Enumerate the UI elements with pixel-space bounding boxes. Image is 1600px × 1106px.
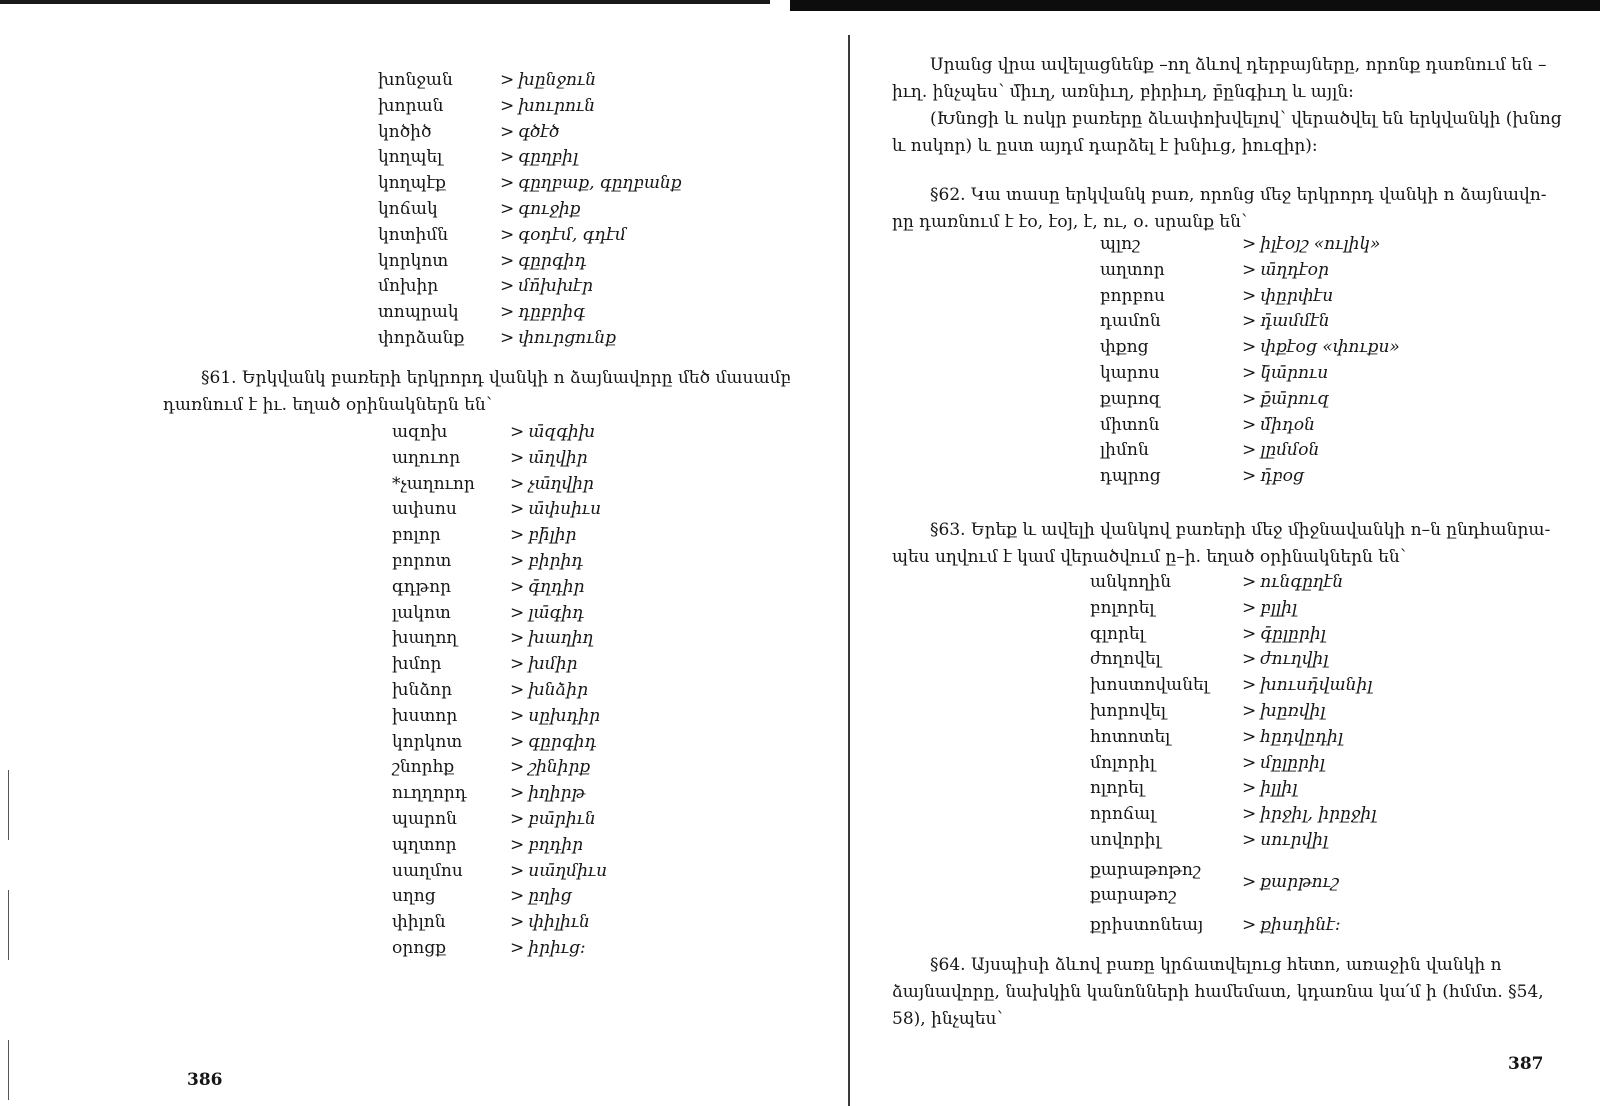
entry-dialect-form: > ունգըղէն xyxy=(1242,572,1344,592)
arrow-glyph: > xyxy=(510,679,525,700)
entry-source-word: կորկոտ xyxy=(392,731,463,752)
arrow-glyph: > xyxy=(510,731,525,752)
arrow-glyph: > xyxy=(510,808,525,829)
last-entry-target: > քիսդինէ: xyxy=(1242,915,1341,935)
entry-source-word: պլոշ xyxy=(1100,234,1141,254)
arrow-glyph: > xyxy=(1242,414,1257,435)
entry-dialect-form: > գըրգիդ xyxy=(510,731,597,752)
entry-source-word: *չաղուոր xyxy=(392,473,475,494)
section-63-paragraph xyxy=(892,517,1582,571)
entry-dialect-form: > ըղից xyxy=(510,886,572,907)
entry-source-word: մոլորիլ xyxy=(1090,752,1156,773)
arrow-glyph: > xyxy=(1242,337,1257,358)
arrow-glyph: > xyxy=(500,250,515,271)
arrow-glyph: > xyxy=(510,499,525,520)
entry-dialect-form: > ա̄փսիւս xyxy=(510,499,602,520)
arrow-glyph: > xyxy=(500,276,515,297)
entry-dialect-form: > խաղիղ xyxy=(510,628,594,649)
entry-source-word: խոստովանել xyxy=(1090,675,1209,696)
entry-dialect-form: > իլլիլ xyxy=(1242,778,1298,799)
arrow-glyph: > xyxy=(1242,829,1257,850)
arrow-glyph: > xyxy=(500,327,515,348)
entry-source-word: փքոց xyxy=(1100,337,1149,358)
entry-dialect-form: > փուրցունք xyxy=(500,327,617,348)
page-number-left: 386 xyxy=(187,1070,223,1090)
entry-dialect-form: > իրիւց: xyxy=(510,937,586,958)
merged-entry xyxy=(1090,858,1510,908)
arrow-glyph: > xyxy=(510,473,525,494)
entry-source-word: խոնջան xyxy=(378,70,453,90)
entry-source-word: աղուոր xyxy=(392,447,461,468)
arrow-glyph: > xyxy=(510,525,525,546)
entry-source-word: օրոցք xyxy=(392,937,447,958)
arrow-glyph: > xyxy=(500,95,515,116)
entry-source-word: տոպրակ xyxy=(378,302,459,323)
entry-source-word: կորկոտ xyxy=(378,250,449,271)
entry-source-word: աղտոր xyxy=(1100,259,1165,280)
entry-source-word: խնձոր xyxy=(392,679,453,700)
arrow-glyph: > xyxy=(510,834,525,855)
entry-dialect-form: > գուջիք xyxy=(500,198,581,219)
section-63-line-2: պես սղվում է կամ վերածվում ը–ի. եղած օրինակներն են՝ xyxy=(892,547,1406,567)
entry-dialect-form: > գ̄ղդիր xyxy=(510,576,585,597)
arrow-glyph: > xyxy=(500,147,515,168)
entry-dialect-form: > գըղբաք, գըղբանք xyxy=(500,173,682,194)
entry-dialect-form: > խուսդ̄վանիլ xyxy=(1242,675,1373,696)
entry-dialect-form: > գըրգիդ xyxy=(500,250,587,271)
entry-source-word: կողպէք xyxy=(378,173,446,194)
arrow-glyph: > xyxy=(500,198,515,219)
arrow-glyph: > xyxy=(1242,362,1257,383)
section-61-line-2: դառնում է իւ. եղած օրինակներն են՝ xyxy=(163,395,492,415)
entry-dialect-form: > խմիր xyxy=(510,654,578,675)
arrow-glyph: > xyxy=(1242,311,1257,332)
arrow-glyph: > xyxy=(500,121,515,142)
entry-source-word: խորովել xyxy=(1090,700,1167,721)
top-paragraph xyxy=(892,52,1582,160)
entry-source-word: կողպել xyxy=(378,147,443,168)
entry-source-word: սովորիլ xyxy=(1090,829,1161,850)
entry-dialect-form: > ա̄ղդէօր xyxy=(1242,259,1329,280)
entry-source-word: կոտիմն xyxy=(378,224,449,245)
entry-source-word: գդթոր xyxy=(392,576,452,597)
section-64-line-3: 58), ինչպես՝ xyxy=(892,1009,1003,1029)
entry-source-word: դամոն xyxy=(1100,311,1161,332)
arrow-glyph: > xyxy=(510,628,525,649)
arrow-glyph: > xyxy=(1242,572,1257,592)
entry-source-word: կոծիծ xyxy=(378,121,432,142)
arrow-glyph: > xyxy=(1242,440,1257,461)
entry-source-word: փիլոն xyxy=(392,912,446,933)
arrow-glyph: > xyxy=(510,757,525,778)
arrow-glyph: > xyxy=(1242,752,1257,773)
entry-source-word: կարոս xyxy=(1100,362,1160,383)
entry-dialect-form: > ժուղվիլ xyxy=(1242,649,1329,670)
entry-dialect-form: > ք̄ա̄րուզ xyxy=(1242,388,1330,409)
entry-source-word: բորոտ xyxy=(392,550,452,571)
entry-dialect-form: > հըդվըդիլ xyxy=(1242,726,1343,747)
arrow-glyph: > xyxy=(1242,804,1257,825)
arrow-glyph: > xyxy=(1242,700,1257,721)
entry-dialect-form: > իղիրթ xyxy=(510,783,586,804)
arrow-glyph: > xyxy=(500,302,515,323)
entry-source-word: բոլոր xyxy=(392,525,441,546)
entry-dialect-form: > բլլիլ xyxy=(1242,597,1298,618)
arrow-glyph: > xyxy=(500,224,515,245)
entry-dialect-form: > շինիրք xyxy=(510,757,591,778)
entry-dialect-form: > մո̄խխէր xyxy=(500,276,593,297)
section-64-line-1: §64. Այսպիսի ձևով բառը կրճատվելուց հետո, առաջին վանկի ո xyxy=(930,955,1502,975)
top-paragraph-line-2: իւղ. ինչպես՝ մ̄իւղ, առնիւղ, բիրիւղ, բ̄ընգիւղ և այլն: xyxy=(892,82,1354,102)
entry-source-word: քարոզ xyxy=(1100,388,1161,409)
entry-dialect-form: > դըբրիգ xyxy=(500,302,585,323)
arrow-glyph: > xyxy=(510,783,525,804)
arrow-glyph: > xyxy=(510,550,525,571)
entry-source-word: փորձանք xyxy=(378,327,465,348)
entry-dialect-form: > գըղբիլ xyxy=(500,147,579,168)
entry-dialect-form: > լըմմօն xyxy=(1242,440,1320,461)
entry-source-word: ափսոս xyxy=(392,499,457,520)
arrow-glyph: > xyxy=(510,422,525,442)
entry-dialect-form: > դ̄բօց xyxy=(1242,466,1304,487)
entry-dialect-form: > բի̄լիր xyxy=(510,525,577,546)
entry-dialect-form: > խնձիր xyxy=(510,679,589,700)
merged-entry-source-2: քարաթոշ xyxy=(1090,885,1177,905)
merged-entry-target: > քարթուշ xyxy=(1242,872,1339,892)
entry-dialect-form: > սուրվիլ xyxy=(1242,829,1329,850)
entry-dialect-form: > խընջուն xyxy=(500,70,597,90)
entry-source-word: միտոն xyxy=(1100,414,1160,435)
entry-dialect-form: > գօդէմ, գդէմ xyxy=(500,224,626,245)
entry-source-word: անկողին xyxy=(1090,572,1172,592)
entry-source-word: ժողովել xyxy=(1090,649,1161,670)
arrow-glyph: > xyxy=(510,860,525,881)
section-61-paragraph xyxy=(163,365,823,419)
last-entry-source: քրիստոնեայ xyxy=(1090,915,1204,935)
entry-dialect-form: > բիրիդ xyxy=(510,550,584,571)
entry-source-word: պարոն xyxy=(392,808,457,829)
entry-source-word: խմոր xyxy=(392,654,442,675)
entry-source-word: խստոր xyxy=(392,705,458,726)
entry-source-word: բոլորել xyxy=(1090,597,1155,618)
arrow-glyph: > xyxy=(510,447,525,468)
arrow-glyph: > xyxy=(1242,597,1257,618)
entry-dialect-form: > ա̄զգիխ xyxy=(510,422,596,442)
section-62-paragraph xyxy=(892,182,1582,236)
arrow-glyph: > xyxy=(510,576,525,597)
entry-source-word: գլորել xyxy=(1090,623,1145,644)
arrow-glyph: > xyxy=(510,654,525,675)
entry-source-word: խաղող xyxy=(392,628,458,649)
arrow-glyph: > xyxy=(1242,675,1257,696)
entry-source-word: դպրոց xyxy=(1100,466,1161,487)
entry-dialect-form: > փիլիւն xyxy=(510,912,590,933)
arrow-glyph: > xyxy=(510,705,525,726)
entry-dialect-form: > չա̄ղվիր xyxy=(510,473,594,494)
entry-dialect-form: > իրջիլ, իրըջիլ xyxy=(1242,804,1377,825)
arrow-glyph: > xyxy=(500,173,515,194)
entry-dialect-form: > դ̄ամմէն xyxy=(1242,311,1330,332)
arrow-glyph: > xyxy=(500,70,515,90)
arrow-glyph: > xyxy=(1242,726,1257,747)
entry-source-word: ոլորել xyxy=(1090,778,1145,799)
entry-dialect-form: > սըխդիր xyxy=(510,705,601,726)
top-paragraph-line-4: և ոսկոր) և ըստ այդմ դարձել է խնիւց, իուզիր): xyxy=(892,136,1318,156)
entry-source-word: շնորհք xyxy=(392,757,455,778)
entry-dialect-form: > մըլըրիլ xyxy=(1242,752,1325,773)
entry-source-word: բորբոս xyxy=(1100,285,1165,306)
arrow-glyph: > xyxy=(510,602,525,623)
arrow-glyph: > xyxy=(1242,285,1257,306)
last-entry xyxy=(1090,912,1510,938)
book-gutter xyxy=(848,35,850,1106)
entry-dialect-form: > սա̄ղմիւս xyxy=(510,860,608,881)
entry-dialect-form: > գծէծ xyxy=(500,121,560,142)
entry-dialect-form: > խըռվիլ xyxy=(1242,700,1326,721)
entry-source-word: լիմոն xyxy=(1100,440,1149,461)
entry-dialect-form: > փքէօց «փուքս» xyxy=(1242,337,1400,358)
entry-source-word: լակոտ xyxy=(392,602,451,623)
entry-dialect-form: > խուրուն xyxy=(500,95,596,116)
page-number-right: 387 xyxy=(1508,1054,1544,1074)
entry-dialect-form: > մ̄իդօն xyxy=(1242,414,1315,435)
arrow-glyph: > xyxy=(510,937,525,958)
top-paragraph-line-3: (Խնոցի և ոսկր բառերը ձևափոխվելով՝ վերածվել են երկվանկի (խնոց xyxy=(930,109,1562,129)
entry-dialect-form: > բա̄րիւն xyxy=(510,808,596,829)
section-64-paragraph xyxy=(892,952,1582,1033)
entry-source-word: պղտոր xyxy=(392,834,457,855)
entry-source-word: որոճալ xyxy=(1090,804,1156,825)
entry-dialect-form: > գ̄ըլըրիլ xyxy=(1242,623,1326,644)
entry-dialect-form: > լա̄գիդ xyxy=(510,602,584,623)
arrow-glyph: > xyxy=(1242,259,1257,280)
right-page xyxy=(852,0,1600,1106)
section-61-line-1: §61. Երկվանկ բառերի երկրորդ վանկի ո ձայնավորը մեծ մասամբ xyxy=(201,368,792,388)
entry-source-word: սաղմոս xyxy=(392,860,463,881)
arrow-glyph: > xyxy=(1242,623,1257,644)
entry-source-word: խորան xyxy=(378,95,444,116)
entry-source-word: սղոց xyxy=(392,886,436,907)
entry-source-word: մոխիր xyxy=(378,276,439,297)
arrow-glyph: > xyxy=(1242,649,1257,670)
merged-entry-source-1: քարաթոթոշ xyxy=(1090,860,1201,880)
arrow-glyph: > xyxy=(1242,234,1257,254)
arrow-glyph: > xyxy=(1242,466,1257,487)
entry-dialect-form: > կ̄ա̄րուս xyxy=(1242,362,1329,383)
top-paragraph-line-1: Սրանց վրա ավելացնենք –ող ձևով դերբայները, որոնք դառնում են – xyxy=(930,55,1547,75)
entry-dialect-form: > ա̄ղվիր xyxy=(510,447,588,468)
entry-source-word: կոճակ xyxy=(378,198,438,219)
section-63-line-1: §63. Երեք և ավելի վանկով բառերի մեջ միջնավանկի ո–ն ընդհանրա- xyxy=(930,520,1551,540)
section-64-line-2: ձայնավորը, նախկին կանոնների համեմատ, կդառնա կա՛մ ի (հմմտ. §54, xyxy=(892,982,1544,1002)
arrow-glyph: > xyxy=(1242,388,1257,409)
entry-source-word: ուղղորդ xyxy=(392,783,467,804)
entry-dialect-form: > իլէօյշ «ուլիկ» xyxy=(1242,234,1381,254)
section-62-line-2: րը դառնում է էօ, էօյ, է, ու, օ. սրանք են՝ xyxy=(892,212,1248,232)
arrow-glyph: > xyxy=(510,886,525,907)
arrow-glyph: > xyxy=(510,912,525,933)
entry-source-word: ազոխ xyxy=(392,422,448,442)
section-62-line-1: §62. Կա տասը երկվանկ բառ, որոնց մեջ երկրորդ վանկի ո ձայնավո- xyxy=(930,185,1547,205)
entry-source-word: հոտոտել xyxy=(1090,726,1171,747)
arrow-glyph: > xyxy=(1242,778,1257,799)
entry-dialect-form: > փըրփէս xyxy=(1242,285,1334,306)
entry-dialect-form: > բղդիր xyxy=(510,834,584,855)
